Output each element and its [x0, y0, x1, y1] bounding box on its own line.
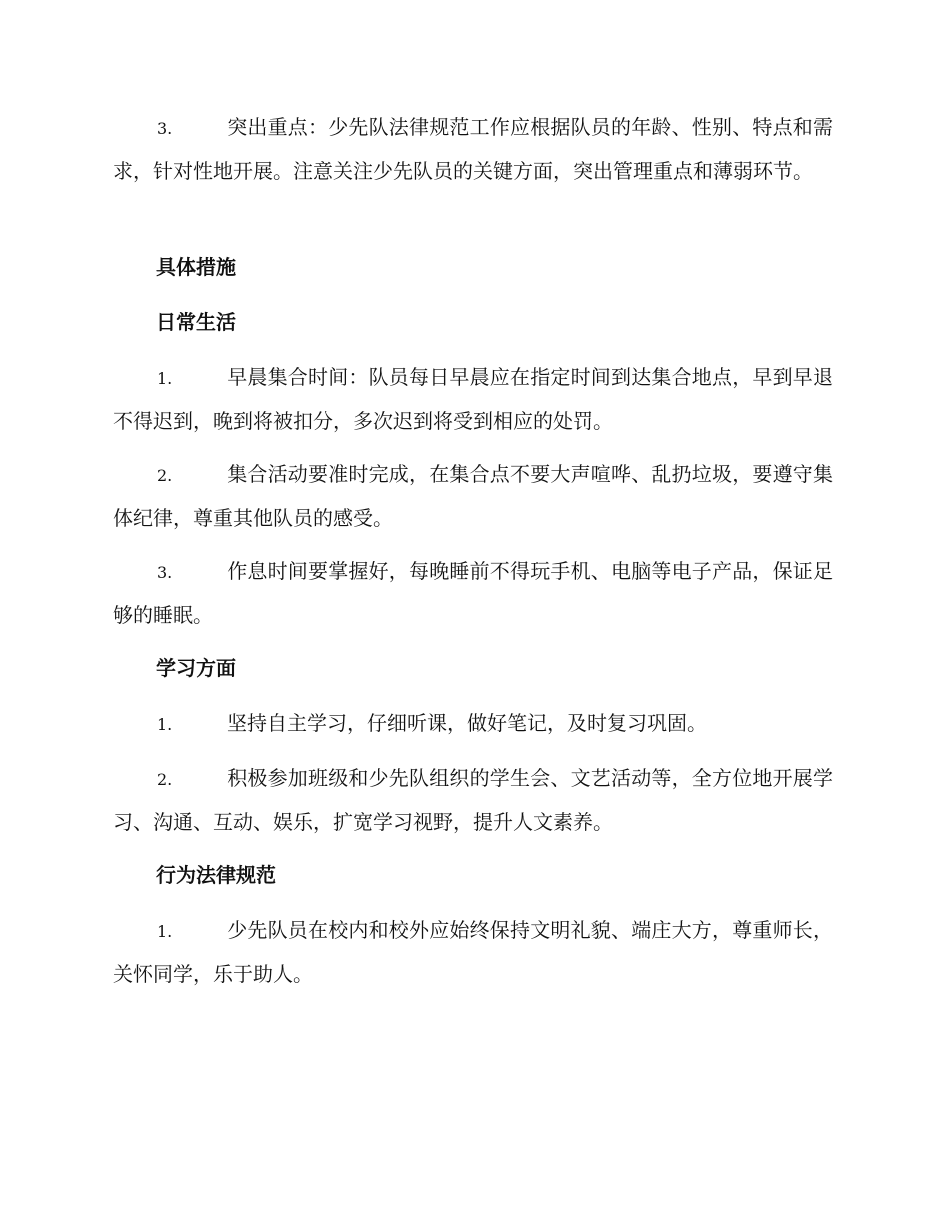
item-text: 早晨集合时间：队员每日早晨应在指定时间到达集合地点，早到早退不得迟到，晚到将被扣分，多次迟到将受到相应的处罚。 [113, 365, 833, 433]
item-number: 1. [157, 922, 173, 941]
item-number: 3. [157, 563, 173, 582]
subsection-heading-conduct: 行为法律规范 [156, 863, 276, 887]
item-number: 3. [157, 119, 173, 138]
daily-item-2 [113, 453, 833, 539]
conduct-item-1 [113, 909, 833, 995]
daily-item-3 [113, 550, 833, 636]
item-number: 1. [157, 715, 173, 734]
section-heading-measures: 具体措施 [156, 255, 236, 279]
subsection-heading-daily-life: 日常生活 [156, 310, 236, 334]
item-number: 1. [157, 369, 173, 388]
item-text: 突出重点：少先队法律规范工作应根据队员的年龄、性别、特点和需求，针对性地开展。注意关注少先队员的关键方面，突出管理重点和薄弱环节。 [113, 115, 833, 183]
item-text: 少先队员在校内和校外应始终保持文明礼貌、端庄大方，尊重师长，关怀同学，乐于助人。 [113, 918, 833, 986]
item-number: 2. [157, 770, 173, 789]
item-text: 积极参加班级和少先队组织的学生会、文艺活动等，全方位地开展学习、沟通、互动、娱乐，扩宽学习视野，提升人文素养。 [113, 766, 833, 834]
item-number: 2. [157, 466, 173, 485]
item-text: 坚持自主学习，仔细听课，做好笔记，及时复习巩固。 [227, 711, 707, 735]
item-text: 作息时间要掌握好，每晚睡前不得玩手机、电脑等电子产品，保证足够的睡眠。 [113, 559, 833, 627]
subsection-heading-study: 学习方面 [156, 656, 236, 680]
item-text: 集合活动要准时完成，在集合点不要大声喧哗、乱扔垃圾，要遵守集体纪律，尊重其他队员的感受。 [113, 462, 833, 530]
study-item-2 [113, 757, 833, 843]
principle-item-3 [113, 106, 833, 192]
daily-item-1 [113, 356, 833, 442]
study-item-1 [113, 702, 833, 746]
